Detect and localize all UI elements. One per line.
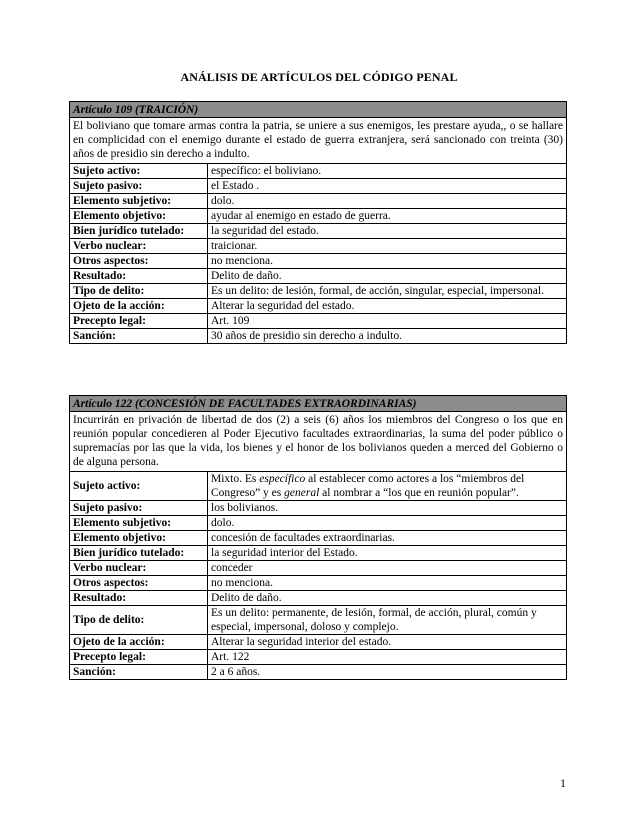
table-row: [70, 650, 567, 665]
row-label: Verbo nuclear:: [70, 561, 208, 576]
table-row: [70, 531, 567, 546]
row-value: no menciona.: [208, 254, 567, 269]
row-label: Sujeto activo:: [70, 164, 208, 179]
table-row: [70, 179, 567, 194]
row-value: Es un delito: de lesión, formal, de acción, singular, especial, impersonal.: [208, 284, 567, 299]
row-label: Tipo de delito:: [70, 606, 208, 635]
row-label: Elemento objetivo:: [70, 209, 208, 224]
row-value: Delito de daño.: [208, 269, 567, 284]
row-label: Resultado:: [70, 269, 208, 284]
article-122-table: [69, 395, 567, 680]
row-value: Alterar la seguridad interior del estado.: [208, 635, 567, 650]
table-row: [70, 269, 567, 284]
row-value: [208, 472, 567, 501]
value-text: Mixto. Es: [211, 473, 260, 485]
table-row: [70, 576, 567, 591]
row-value: concesión de facultades extraordinarias.: [208, 531, 567, 546]
row-label: Ojeto de la acción:: [70, 635, 208, 650]
table-row: [70, 329, 567, 344]
row-value: 2 a 6 años.: [208, 665, 567, 680]
value-emphasis: general: [284, 487, 320, 499]
row-value: Es un delito: permanente, de lesión, formal, de acción, plural, común y especial, impersonal, doloso y complejo.: [208, 606, 567, 635]
table-row: [70, 516, 567, 531]
value-text: al establecer como actores a los “miembros del Congreso” y es: [211, 473, 525, 499]
table-row: [70, 665, 567, 680]
row-value: Art. 109: [208, 314, 567, 329]
row-value: ayudar al enemigo en estado de guerra.: [208, 209, 567, 224]
table-row: [70, 561, 567, 576]
row-value: el Estado .: [208, 179, 567, 194]
row-label: Tipo de delito:: [70, 284, 208, 299]
row-label: Precepto legal:: [70, 314, 208, 329]
page-number: 1: [560, 776, 566, 790]
value-emphasis: específico: [259, 473, 306, 485]
row-label: Sujeto activo:: [70, 472, 208, 501]
table-row: [70, 591, 567, 606]
value-text: al nombrar a “los que en reunión popular”.: [319, 487, 519, 499]
article-heading: Artículo 109 (TRAICIÓN): [70, 102, 567, 118]
row-value: Delito de daño.: [208, 591, 567, 606]
row-value: específico: el boliviano.: [208, 164, 567, 179]
row-label: Precepto legal:: [70, 650, 208, 665]
article-description: El boliviano que tomare armas contra la patria, se uniere a sus enemigos, les prestare ayuda,, o se hallare en complicidad con el enemigo durante el estado de guerra extranjera, será sancionado con treinta (30) años de presidio sin derecho a indulto.: [70, 118, 567, 164]
row-label: Ojeto de la acción:: [70, 299, 208, 314]
row-label: Bien jurídico tutelado:: [70, 546, 208, 561]
row-value: dolo.: [208, 516, 567, 531]
table-row: [70, 314, 567, 329]
row-label: Sujeto pasivo:: [70, 179, 208, 194]
table-row: [70, 284, 567, 299]
table-row: [70, 501, 567, 516]
table-row: [70, 194, 567, 209]
row-value: traicionar.: [208, 239, 567, 254]
row-value: no menciona.: [208, 576, 567, 591]
row-label: Otros aspectos:: [70, 576, 208, 591]
row-value: Art. 122: [208, 650, 567, 665]
row-label: Elemento subjetivo:: [70, 194, 208, 209]
row-value: los bolivianos.: [208, 501, 567, 516]
table-row: [70, 224, 567, 239]
table-row: [70, 254, 567, 269]
row-value: conceder: [208, 561, 567, 576]
table-row: [70, 239, 567, 254]
row-value: 30 años de presidio sin derecho a indulto.: [208, 329, 567, 344]
table-row: [70, 299, 567, 314]
table-row: [70, 606, 567, 635]
row-label: Sanción:: [70, 665, 208, 680]
row-value: la seguridad del estado.: [208, 224, 567, 239]
row-label: Verbo nuclear:: [70, 239, 208, 254]
row-value: Alterar la seguridad del estado.: [208, 299, 567, 314]
article-109-table: [69, 101, 567, 344]
row-value: dolo.: [208, 194, 567, 209]
document-title: ANÁLISIS DE ARTÍCULOS DEL CÓDIGO PENAL: [180, 70, 458, 84]
row-value: la seguridad interior del Estado.: [208, 546, 567, 561]
row-label: Elemento subjetivo:: [70, 516, 208, 531]
row-label: Bien jurídico tutelado:: [70, 224, 208, 239]
article-heading: Artículo 122 (CONCESIÓN DE FACULTADES EXTRAORDINARIAS): [70, 396, 567, 412]
table-row: [70, 164, 567, 179]
row-label: Resultado:: [70, 591, 208, 606]
table-row: [70, 209, 567, 224]
table-row: [70, 472, 567, 501]
article-description: Incurrirán en privación de libertad de dos (2) a seis (6) años los miembros del Congreso o los que en reunión popular concedieren al Poder Ejecutivo facultades extraordinarias, la suma del poder público o supremacías por las que la vida, los bienes y el honor de los bolivianos queden a merced del Gobierno o de alguna persona.: [70, 412, 567, 472]
row-label: Sujeto pasivo:: [70, 501, 208, 516]
row-label: Elemento objetivo:: [70, 531, 208, 546]
row-label: Otros aspectos:: [70, 254, 208, 269]
table-row: [70, 546, 567, 561]
table-row: [70, 635, 567, 650]
row-label: Sanción:: [70, 329, 208, 344]
